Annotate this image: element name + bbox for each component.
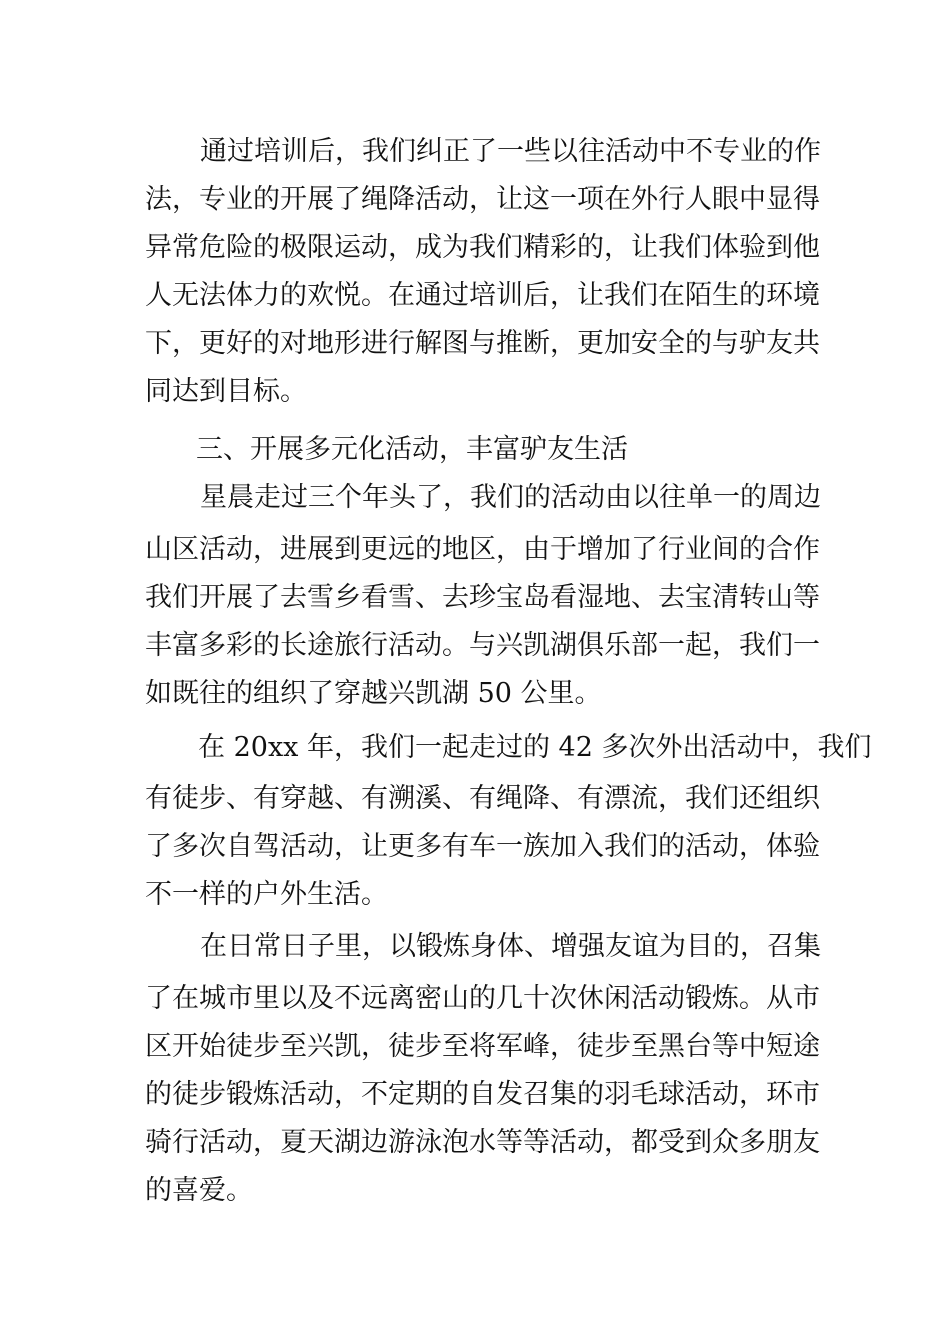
text-line: 我们开展了去雪乡看雪、去珍宝岛看湿地、去宝清转山等 — [145, 582, 820, 613]
text-line: 的喜爱。 — [145, 1175, 253, 1206]
text-line: 不一样的户外生活。 — [145, 879, 388, 910]
text-line: 星晨走过三个年头了，我们的活动由以往单一的周边 — [200, 482, 821, 513]
text-line: 了多次自驾活动，让更多有车一族加入我们的活动，体验 — [145, 831, 820, 862]
text-line: 下，更好的对地形进行解图与推断，更加安全的与驴友共 — [145, 328, 820, 359]
text-line: 法，专业的开展了绳降活动，让这一项在外行人眼中显得 — [145, 184, 820, 215]
text-line: 在日常日子里，以锻炼身体、增强友谊为目的，召集 — [200, 931, 821, 962]
text-line: 山区活动，进展到更远的地区，由于增加了行业间的合作 — [145, 534, 820, 565]
text-line: 异常危险的极限运动，成为我们精彩的，让我们体验到他 — [145, 232, 820, 263]
text-line: 骑行活动，夏天湖边游泳泡水等等活动，都受到众多朋友 — [145, 1127, 820, 1158]
text-line: 有徒步、有穿越、有溯溪、有绳降、有漂流，我们还组织 — [145, 783, 820, 814]
text-line: 人无法体力的欢悦。在通过培训后，让我们在陌生的环境 — [145, 280, 820, 311]
text-line: 丰富多彩的长途旅行活动。与兴凯湖俱乐部一起，我们一 — [145, 630, 820, 661]
text-line: 通过培训后，我们纠正了一些以往活动中不专业的作 — [200, 136, 821, 167]
text-line: 如既往的组织了穿越兴凯湖 50 公里。 — [145, 678, 602, 709]
text-line: 同达到目标。 — [145, 376, 307, 407]
text-line: 的徒步锻炼活动，不定期的自发召集的羽毛球活动，环市 — [145, 1079, 820, 1110]
text-line: 区开始徒步至兴凯，徒步至将军峰，徒步至黑台等中短途 — [145, 1031, 820, 1062]
text-line: 了在城市里以及不远离密山的几十次休闲活动锻炼。从市 — [145, 983, 820, 1014]
text-line: 在 20xx 年，我们一起走过的 42 多次外出活动中，我们 — [198, 732, 872, 763]
section-heading: 三、开展多元化活动，丰富驴友生活 — [196, 434, 628, 465]
